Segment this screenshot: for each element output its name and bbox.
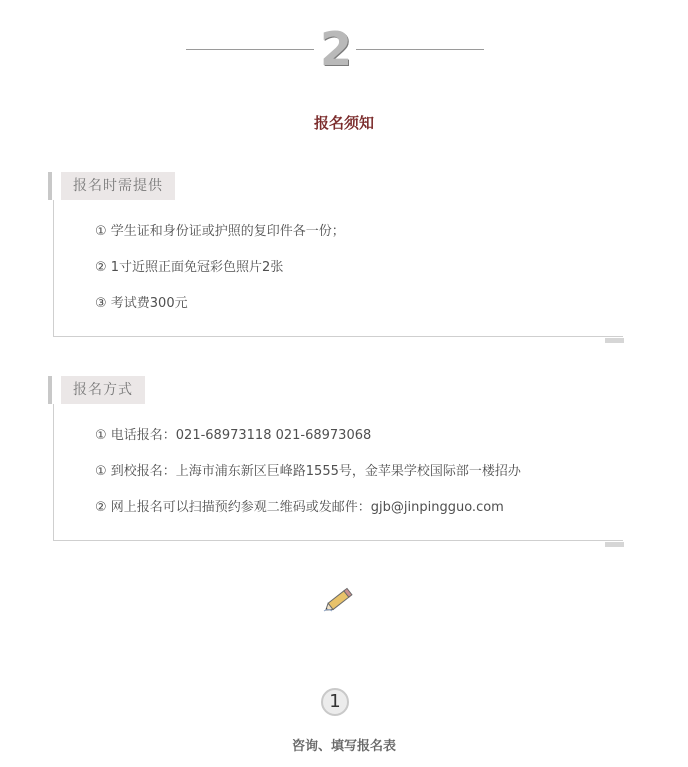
- divider-rule-left: [186, 49, 314, 50]
- requirements-box: [53, 178, 623, 337]
- methods-box: [53, 382, 623, 541]
- divider-rule-right: [356, 49, 484, 50]
- requirements-tab-label: 报名时需提供: [61, 172, 175, 200]
- list-item: ① 电话报名：021-68973118 021-68973068: [95, 428, 372, 443]
- section-number: 2: [319, 22, 352, 76]
- methods-tab-label: 报名方式: [61, 376, 145, 404]
- list-item: ① 学生证和身份证或护照的复印件各一份；: [95, 224, 345, 239]
- list-item: ③ 考试费300元: [95, 296, 188, 311]
- page-title: 报名须知: [313, 114, 374, 132]
- step-number-badge: 1: [321, 688, 349, 716]
- tab-accent-bar: [48, 172, 52, 200]
- tab-accent-bar: [48, 376, 52, 404]
- list-item: ② 网上报名可以扫描预约参观二维码或发邮件：gjb@jinpingguo.com: [95, 500, 504, 515]
- step-caption: 咨询、填写报名表: [291, 739, 396, 754]
- box-corner-tab: [605, 542, 624, 547]
- list-item: ① 到校报名：上海市浦东新区巨峰路1555号，金苹果学校国际部一楼招办: [95, 464, 521, 479]
- section-number-header: [0, 0, 688, 80]
- box-corner-tab: [605, 338, 624, 343]
- pencil-icon: [322, 584, 358, 614]
- list-item: ② 1寸近照正面免冠彩色照片2张: [95, 260, 284, 275]
